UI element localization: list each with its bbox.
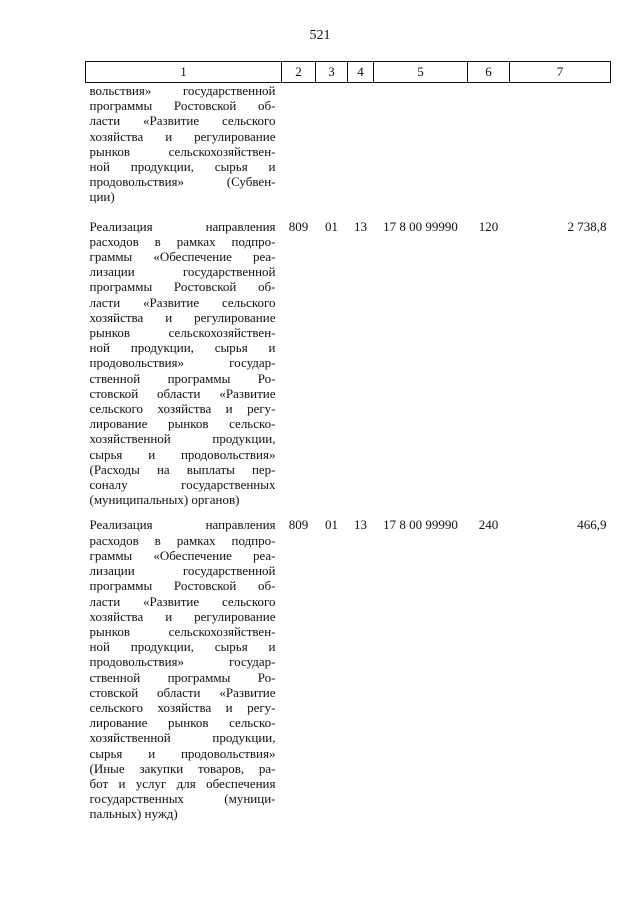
column-header-ministry: 2 xyxy=(282,62,316,83)
description-line: ласти «Развитие сельского xyxy=(89,593,276,609)
row-ministry: 809 xyxy=(288,218,309,234)
column-header-expense-type: 6 xyxy=(468,62,510,83)
description-line: государственных (муници- xyxy=(89,791,276,807)
column-header-description: 1 xyxy=(86,62,282,83)
row-subsection: 13 xyxy=(354,218,367,234)
description-line: лирование рынков сельско- xyxy=(89,715,276,731)
description-line: (Иные закупки товаров, ра- xyxy=(89,760,276,776)
column-header-subsection: 4 xyxy=(348,62,374,83)
description-line: рынков сельскохозяйствен- xyxy=(89,623,276,639)
description-line: сельского хозяйства и регу- xyxy=(89,401,276,417)
column-header-target-article: 5 xyxy=(374,62,468,83)
description-line: программы Ростовской об- xyxy=(89,279,276,295)
row-ministry xyxy=(282,83,316,219)
description-line: хозяйства и регулирование xyxy=(89,309,276,325)
description-line: Реализация направления xyxy=(89,517,276,533)
table-row xyxy=(86,219,611,518)
row-section: 01 xyxy=(325,218,338,234)
row-expense-type: 120 xyxy=(478,218,499,234)
description-line: программы Ростовской об- xyxy=(89,98,276,114)
description-line: (Расходы на выплаты пер- xyxy=(89,461,276,477)
description-line: сырья и продовольствия» xyxy=(89,446,276,462)
row-description xyxy=(86,83,282,219)
table-header-row xyxy=(86,62,611,83)
budget-table xyxy=(85,61,611,822)
description-line: граммы «Обеспечение реа- xyxy=(89,249,276,265)
description-line: соналу государственных xyxy=(89,477,276,493)
description-line: ственной программы Ро- xyxy=(89,669,276,685)
description-line: стовской области «Развитие xyxy=(89,684,276,700)
row-subsection: 13 xyxy=(354,517,367,533)
row-description xyxy=(86,219,282,518)
description-line: бот и услуг для обеспечения xyxy=(89,775,276,791)
description-line: ственной программы Ро- xyxy=(89,370,276,386)
description-line: лирование рынков сельско- xyxy=(89,416,276,432)
description-line: продовольствия» (Субвен- xyxy=(89,174,276,190)
description-line: продовольствия» государ- xyxy=(89,654,276,670)
description-line: ласти «Развитие сельского xyxy=(89,113,276,129)
description-line: рынков сельскохозяйствен- xyxy=(89,143,276,159)
description-line: продовольствия» государ- xyxy=(89,355,276,371)
table-row xyxy=(86,83,611,219)
row-target-article xyxy=(374,83,468,219)
row-subsection xyxy=(348,83,374,219)
description-line: хозяйства и регулирование xyxy=(89,608,276,624)
description-line: сырья и продовольствия» xyxy=(89,745,276,761)
description-line: ной продукции, сырья и xyxy=(89,340,276,356)
description-line: лизации государственной xyxy=(89,563,276,579)
row-target-article: 17 8 00 99990 xyxy=(383,218,458,234)
description-line: Реализация направления xyxy=(89,218,276,234)
description-line: вольствия» государственной xyxy=(89,83,276,98)
row-amount: 2 738,8 xyxy=(567,218,607,234)
column-header-section: 3 xyxy=(316,62,348,83)
description-line: ной продукции, сырья и xyxy=(89,159,276,175)
description-line: хозяйства и регулирование xyxy=(89,128,276,144)
description-line: стовской области «Развитие xyxy=(89,385,276,401)
description-line: рынков сельскохозяйствен- xyxy=(89,325,276,341)
column-header-amount: 7 xyxy=(510,62,611,83)
row-expense-type: 240 xyxy=(478,517,499,533)
table-row xyxy=(86,517,611,821)
description-line: лизации государственной xyxy=(89,264,276,280)
row-section xyxy=(316,83,348,219)
description-line: ласти «Развитие сельского xyxy=(89,294,276,310)
description-line: (муниципальных) органов) xyxy=(89,492,240,508)
row-section: 01 xyxy=(325,517,338,533)
description-line: программы Ростовской об- xyxy=(89,578,276,594)
row-ministry: 809 xyxy=(288,517,309,533)
row-description xyxy=(86,517,282,821)
description-line: ции) xyxy=(89,189,115,205)
description-line: сельского хозяйства и регу- xyxy=(89,699,276,715)
description-line: расходов в рамках подпро- xyxy=(89,532,276,548)
row-amount xyxy=(510,83,611,219)
description-line: ной продукции, сырья и xyxy=(89,639,276,655)
description-line: пальных) нужд) xyxy=(89,806,178,822)
row-amount: 466,9 xyxy=(577,517,607,533)
row-target-article: 17 8 00 99990 xyxy=(383,517,458,533)
description-line: граммы «Обеспечение реа- xyxy=(89,547,276,563)
description-line: хозяйственной продукции, xyxy=(89,431,276,447)
row-expense-type xyxy=(468,83,510,219)
description-line: расходов в рамках подпро- xyxy=(89,233,276,249)
description-line: хозяйственной продукции, xyxy=(89,730,276,746)
page-number: 521 xyxy=(309,28,331,43)
